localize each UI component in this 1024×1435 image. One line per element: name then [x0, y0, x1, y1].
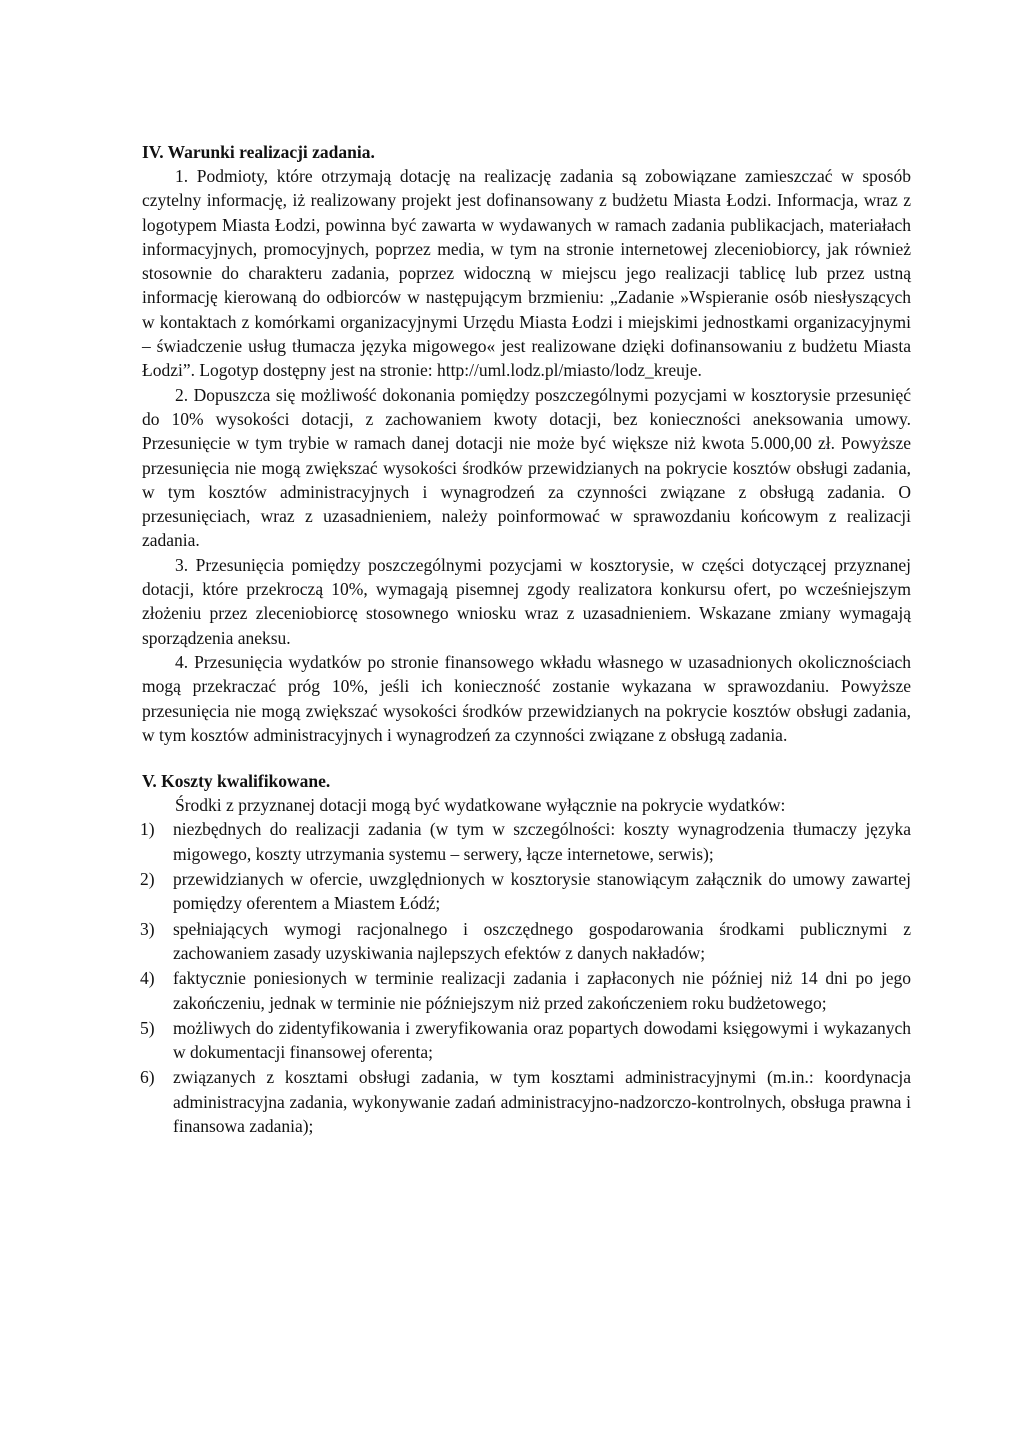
list-item — [142, 966, 911, 1015]
list-item-text: niezbędnych do realizacji zadania (w tym w szczególności: koszty wynagrodzenia tłumaczy języka migowego, koszty utrzymania systemu – serwery, łącze internetowe, serwis); — [173, 819, 911, 864]
list-item-text: związanych z kosztami obsługi zadania, w tym kosztami administracyjnymi (m.in.: koordynacja administracyjna zadania, wykonywanie zadań administracyjno-nadzorczo-kontrolnych, obsługa prawna i finansowa zadania); — [173, 1067, 911, 1136]
section-4-paragraph-1: 1. Podmioty, które otrzymają dotację na realizację zadania są zobowiązane zamieszczać w sposób czytelny informację, iż realizowany projekt jest dofinansowany z budżetu Miasta Łodzi. Informacja, wraz z logotypem Miasta Łodzi, powinna być zawarta w wydawanych w ramach zadania publikacjach, materiałach informacyjnych, promocyjnych, poprzez media, w tym na stronie internetowej zleceniobiorcy, jak również stosownie do charakteru zadania, poprzez widoczną w miejscu jego realizacji tablicę lub przez ustną informację kierowaną do odbiorców w następującym brzmieniu: „Zadanie »Wspieranie osób niesłyszących w kontaktach z komórkami organizacyjnymi Urzędu Miasta Łodzi i miejskimi jednostkami organizacyjnymi – świadczenie usług tłumacza języka migowego« jest realizowane dzięki dofinansowaniu z budżetu Miasta Łodzi”. Logotyp dostępny jest na stronie: http://uml.lodz.pl/miasto/lodz_kreuje. — [142, 166, 911, 381]
section-5-title: V. Koszty kwalifikowane. — [142, 771, 331, 792]
list-item-number: 2) — [140, 869, 155, 890]
list-item-number: 5) — [140, 1017, 155, 1038]
list-item-text: spełniających wymogi racjonalnego i oszczędnego gospodarowania środkami publicznymi z zachowaniem zasady uzyskiwania najlepszych efektów z danych nakładów; — [173, 918, 911, 963]
list-item — [142, 867, 911, 916]
list-item — [142, 817, 911, 866]
list-item — [142, 917, 911, 966]
section-4-paragraph-2: 2. Dopuszcza się możliwość dokonania pomiędzy poszczególnymi pozycjami w kosztorysie przesunięć do 10% wysokości dotacji, z zachowaniem kwoty dotacji, bez konieczności aneksowania umowy. Przesunięcie w tym trybie w ramach danej dotacji nie może być większe niż kwota 5.000,00 zł. Powyższe przesunięcia nie mogą zwiększać wysokości środków przewidzianych na pokrycie kosztów obsługi zadania, w tym kosztów administracyjnych i wynagrodzeń za czynności związane z obsługą zadania. O przesunięciach, wraz z uzasadnieniem, należy poinformować w sprawozdaniu końcowym z realizacji zadania. — [142, 384, 911, 551]
list-item-number: 3) — [140, 918, 155, 939]
section-4-paragraph-4: 4. Przesunięcia wydatków po stronie finansowego wkładu własnego w uzasadnionych okolicznościach mogą przekraczać próg 10%, jeśli ich konieczność zostanie wykazana w sprawozdaniu. Powyższe przesunięcia nie mogą zwiększać wysokości środków przewidzianych na pokrycie kosztów obsługi zadania, w tym kosztów administracyjnych i wynagrodzeń za czynności związane z obsługą zadania. — [142, 651, 911, 745]
list-item-text: przewidzianych w ofercie, uwzględnionych w kosztorysie stanowiącym załącznik do umowy zawartej pomiędzy oferentem a Miastem Łódź; — [173, 869, 911, 914]
section-5-intro: Środki z przyznanej dotacji mogą być wydatkowane wyłącznie na pokrycie wydatków: — [175, 795, 786, 816]
section-4-paragraph-3: 3. Przesunięcia pomiędzy poszczególnymi pozycjami w kosztorysie, w części dotyczącej przyznanej dotacji, które przekroczą 10%, wymagają pisemnej zgody realizatora konkursu ofert, po wcześniejszym złożeniu przez zleceniobiorcę stosownego wniosku wraz z uzasadnieniem. Wskazane zmiany wymagają sporządzenia aneksu. — [142, 554, 911, 648]
eligible-costs-list — [142, 817, 911, 1138]
list-item — [142, 1016, 911, 1065]
list-item-number: 1) — [140, 819, 155, 840]
list-item-number: 4) — [140, 968, 155, 989]
section-4-title: IV. Warunki realizacji zadania. — [142, 142, 375, 162]
list-item-text: możliwych do zidentyfikowania i zweryfikowania oraz popartych dowodami księgowymi i wykazanych w dokumentacji finansowej oferenta; — [173, 1017, 911, 1063]
list-item-number: 6) — [140, 1067, 155, 1088]
list-item — [142, 1065, 911, 1138]
list-item-text: faktycznie poniesionych w terminie realizacji zadania i zapłaconych nie później niż 14 dni po jego zakończeniu, jednak w terminie nie późniejszym niż przed zakończeniem roku budżetowego; — [173, 968, 911, 1013]
